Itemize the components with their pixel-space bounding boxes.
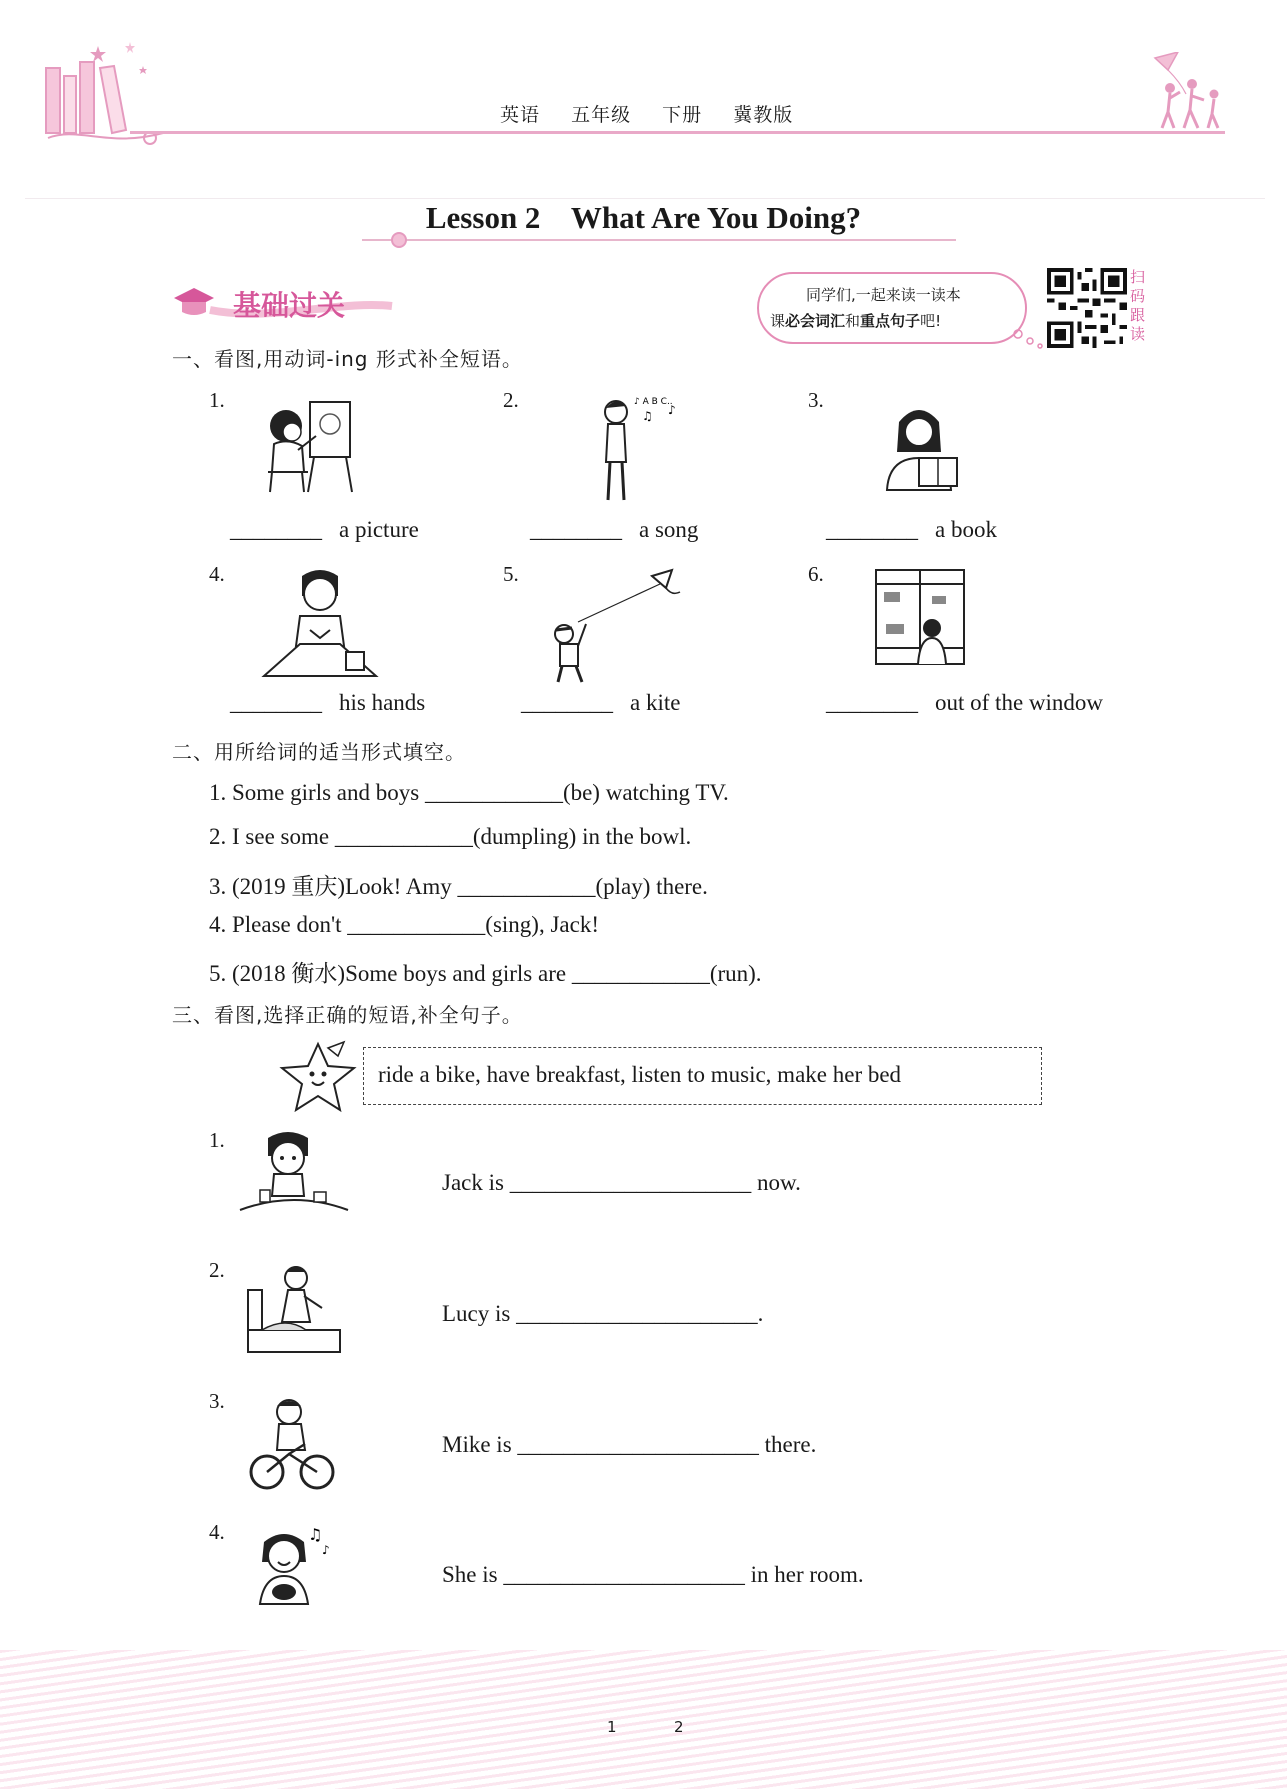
- lesson-title: Lesson 2 What Are You Doing?: [425, 200, 862, 235]
- section-banner-title: 基础过关: [233, 289, 346, 322]
- books-stars-decoration: [38, 38, 168, 153]
- header-divider: [130, 131, 1225, 134]
- part2-item-5[interactable]: 5. (2018 衡水)Some boys and girls are ____________(run).: [209, 961, 762, 986]
- svg-text:♫: ♫: [308, 1525, 323, 1544]
- word-bank-text: ride a bike, have breakfast, listen to music, make her bed: [378, 1062, 902, 1087]
- header-grade: 五年级: [571, 104, 632, 126]
- part3-instruction: 三、看图,选择正确的短语,补全句子。: [172, 1003, 523, 1027]
- title-underline-dot: [391, 232, 407, 248]
- part1-item-5-number: 5.: [503, 562, 519, 586]
- bubble-line-2-mid: 和: [845, 312, 861, 330]
- svg-text:♪: ♪: [322, 1543, 330, 1557]
- part1-item-1-phrase: a picture: [339, 517, 419, 542]
- part1-instruction: 一、看图,用动词-ing 形式补全短语。: [172, 347, 523, 371]
- part3-item-4-number: 4.: [209, 1520, 225, 1544]
- bubble-line-1: 同学们,一起来读一读本: [806, 286, 961, 304]
- boy-looking-out-window-illustration: [874, 568, 966, 668]
- svg-text:♪: ♪: [668, 403, 676, 417]
- kids-kite-decoration: [1150, 52, 1230, 132]
- part1-item-2-number: 2.: [503, 388, 519, 412]
- part3-item-2-sentence[interactable]: Lucy is _____________________.: [442, 1301, 764, 1326]
- jack-having-breakfast-illustration: [238, 1130, 350, 1212]
- bubble-line-2: [770, 310, 941, 331]
- page-number-left: 1: [607, 1718, 617, 1736]
- part2-instruction: 二、用所给词的适当形式填空。: [172, 740, 466, 764]
- boy-singing-song-illustration: [592, 390, 687, 505]
- bubble-sentences: 重点句子: [860, 312, 921, 330]
- part1-item-3-number: 3.: [808, 388, 824, 412]
- bubble-vocab: 必会词汇: [785, 312, 846, 330]
- part3-item-1-sentence[interactable]: Jack is _____________________ now.: [442, 1170, 801, 1195]
- part1-item-1-number: 1.: [209, 388, 225, 412]
- svg-text:♫: ♫: [642, 409, 653, 423]
- svg-text:♪ A B C..: ♪ A B C..: [634, 397, 673, 407]
- bubble-tail-icon: [1012, 328, 1048, 352]
- qr-code-icon[interactable]: [1047, 268, 1127, 348]
- part2-item-2[interactable]: 2. I see some ____________(dumpling) in the bowl.: [209, 824, 692, 849]
- part1-item-6-number: 6.: [808, 562, 824, 586]
- part1-item-5-phrase: a kite: [630, 690, 681, 715]
- part1-item-2-phrase: a song: [639, 517, 699, 542]
- bubble-line-2-prefix: 课: [770, 312, 786, 330]
- part1-item-3-phrase: a book: [935, 517, 997, 542]
- part3-item-3-sentence[interactable]: Mike is _____________________ there.: [442, 1432, 817, 1457]
- part3-item-1-number: 1.: [209, 1128, 225, 1152]
- woman-reading-book-illustration: [875, 402, 967, 492]
- part3-item-2-number: 2.: [209, 1258, 225, 1282]
- part1-item-4-blank[interactable]: ________: [230, 690, 322, 715]
- page-number-right: 2: [674, 1718, 684, 1736]
- part1-item-6-phrase: out of the window: [935, 690, 1104, 715]
- part1-item-2-blank[interactable]: ________: [530, 517, 622, 542]
- header-volume: 下册: [662, 104, 703, 126]
- header-edition: 冀教版: [733, 104, 794, 126]
- part1-item-4-number: 4.: [209, 562, 225, 586]
- part2-item-1[interactable]: 1. Some girls and boys ____________(be) watching TV.: [209, 780, 729, 805]
- star-mascot-icon: [272, 1038, 364, 1114]
- bubble-line-2-suffix: 吧!: [920, 312, 942, 330]
- boy-washing-hands-illustration: [260, 566, 380, 681]
- book-header: [500, 100, 817, 127]
- part3-item-4-sentence[interactable]: She is _____________________ in her room.: [442, 1562, 864, 1587]
- part1-item-1-blank[interactable]: ________: [230, 517, 322, 542]
- part1-item-3-blank[interactable]: ________: [826, 517, 918, 542]
- part3-item-3-number: 3.: [209, 1389, 225, 1413]
- qr-label: 扫码跟读: [1130, 268, 1146, 343]
- lucy-making-her-bed-illustration: [246, 1260, 342, 1356]
- header-subject: 英语: [500, 104, 541, 126]
- read-along-bubble: [757, 272, 1027, 344]
- girl-listening-to-music-illustration: [242, 1522, 338, 1606]
- footer-band: [0, 1650, 1287, 1789]
- part1-item-4-phrase: his hands: [339, 690, 426, 715]
- part2-item-4[interactable]: 4. Please don't ____________(sing), Jack!: [209, 912, 599, 937]
- title-underline: [362, 239, 956, 241]
- header-soft-rule: [25, 198, 1265, 199]
- part1-item-5-blank[interactable]: ________: [521, 690, 613, 715]
- girl-drawing-picture-illustration: [258, 392, 358, 497]
- boy-flying-kite-illustration: [548, 566, 688, 684]
- part2-item-3[interactable]: 3. (2019 重庆)Look! Amy ____________(play) there.: [209, 874, 708, 899]
- mike-riding-bike-illustration: [249, 1394, 335, 1492]
- part1-item-6-blank[interactable]: ________: [826, 690, 918, 715]
